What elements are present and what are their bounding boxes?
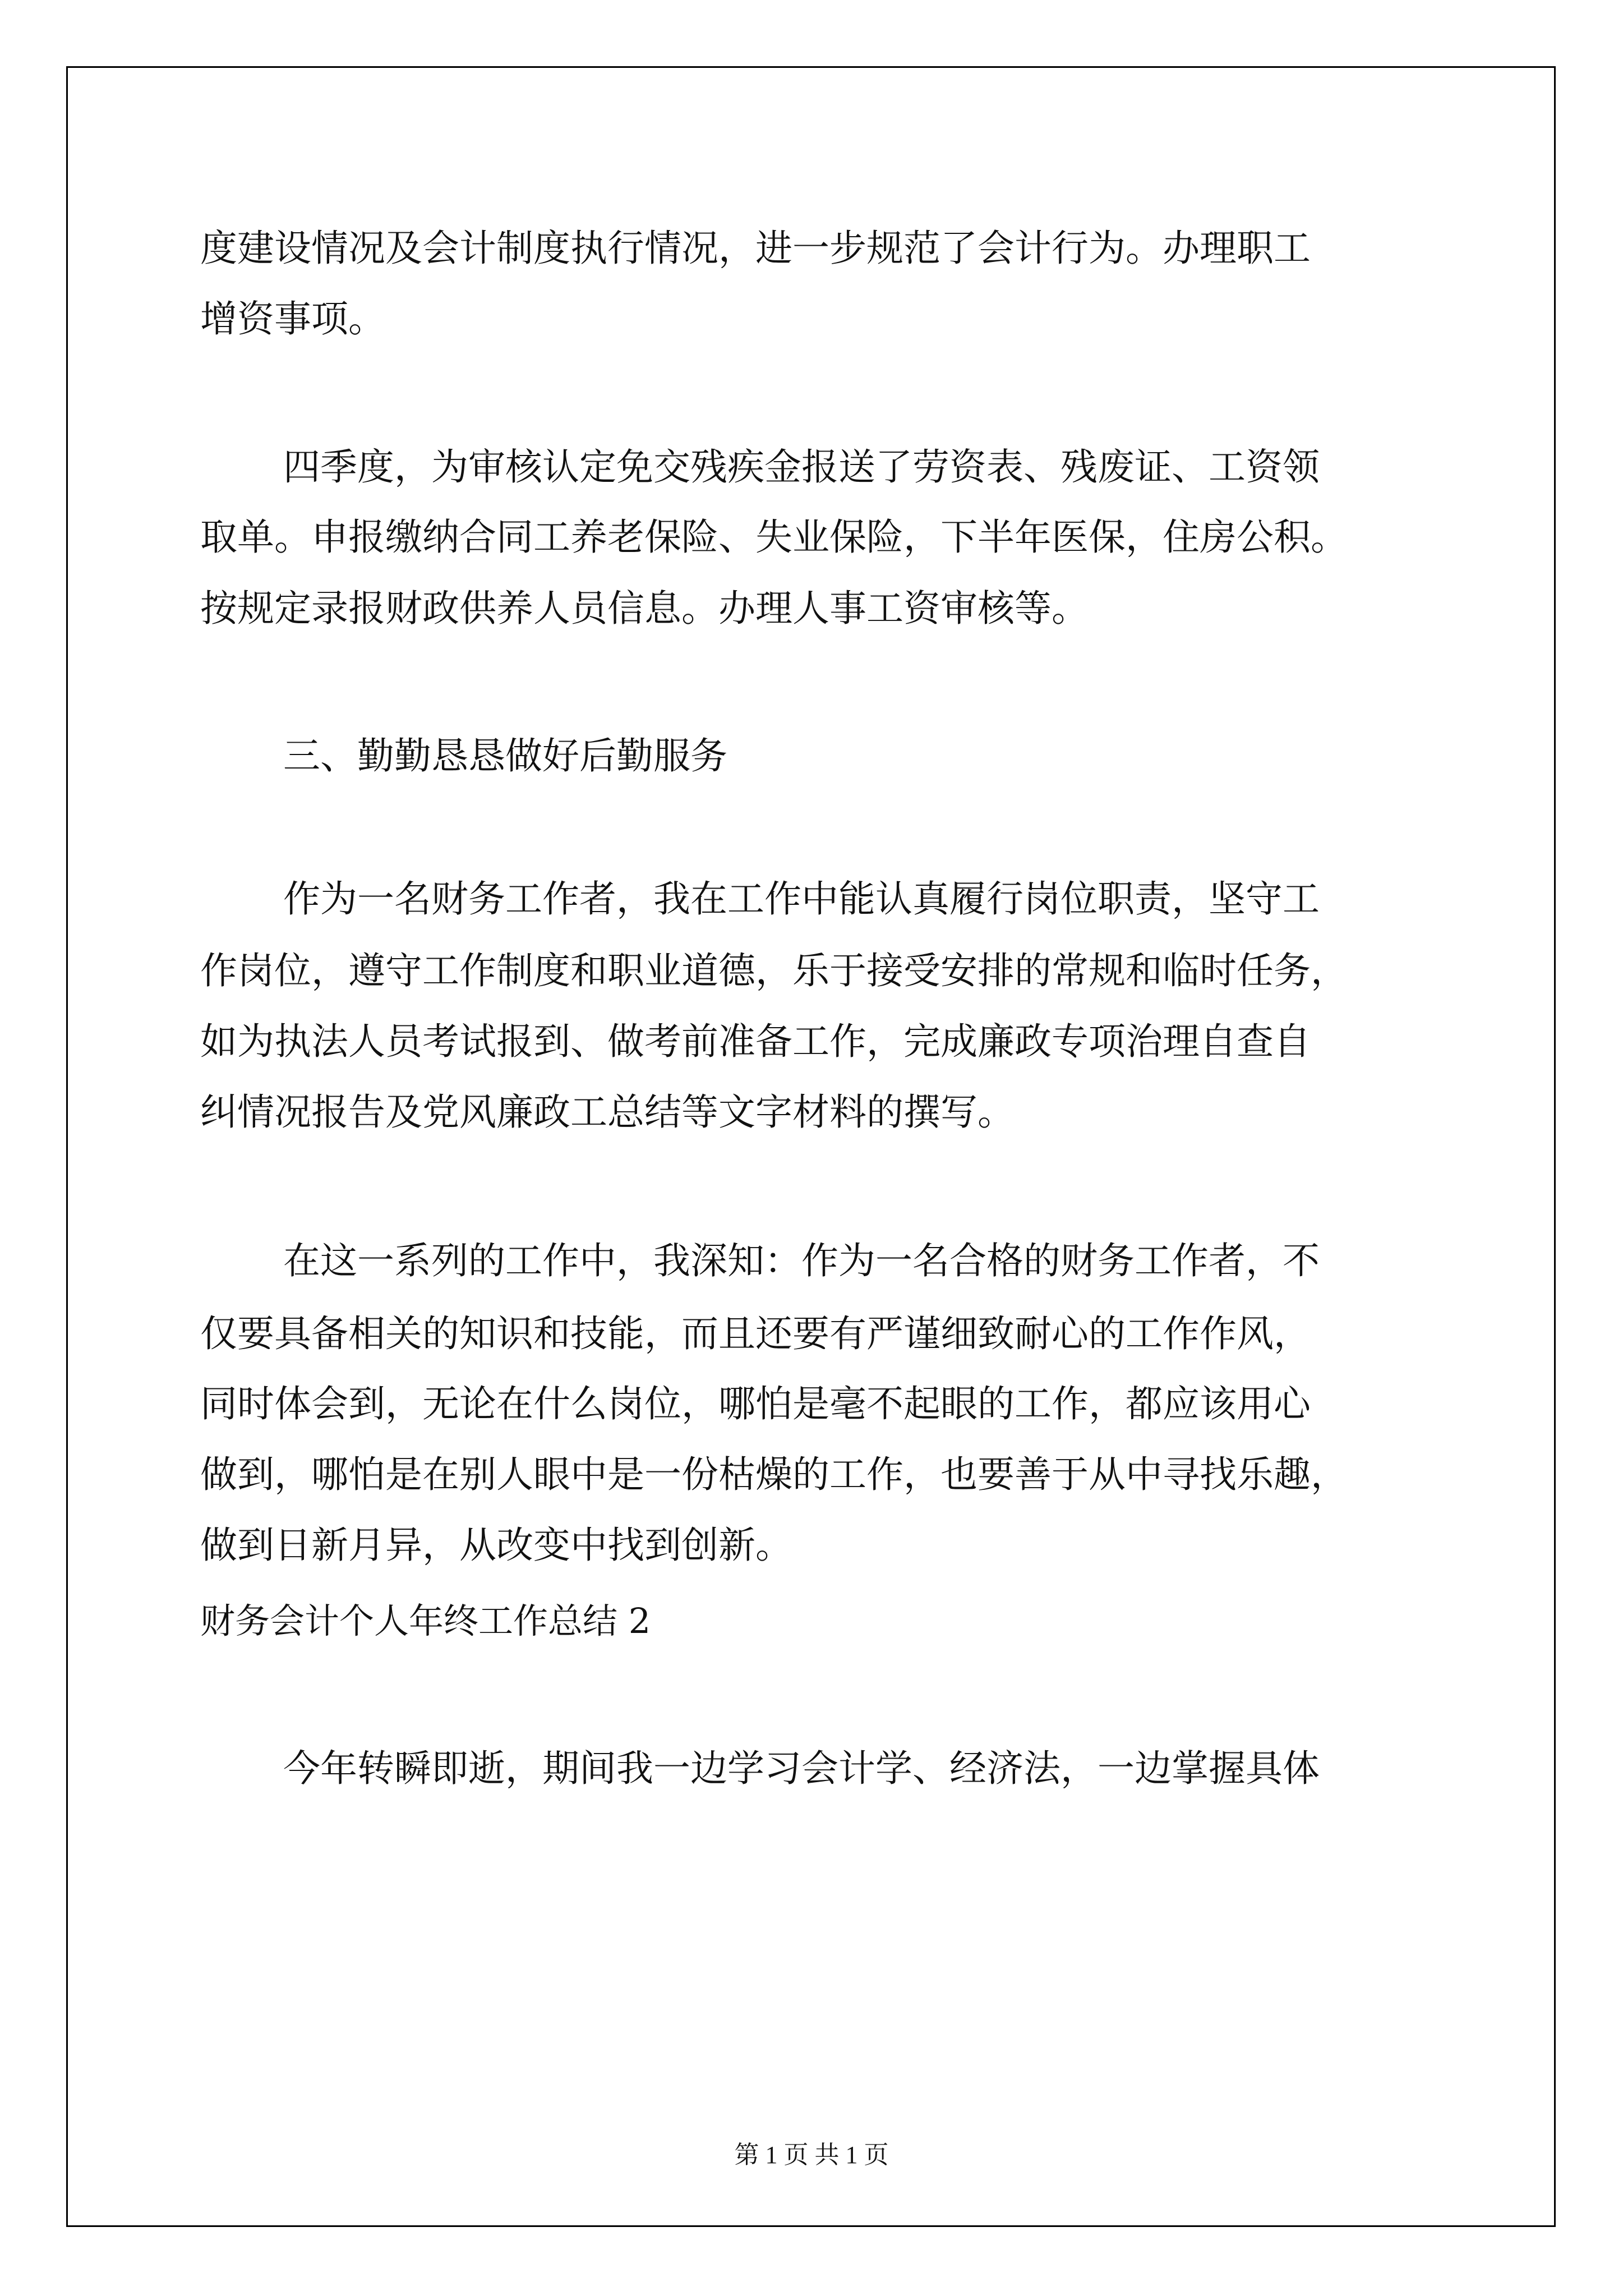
page-border — [66, 66, 1556, 2227]
body-text-line: 今年转瞬即逝，期间我一边学习会计学、经济法，一边掌握具体 — [283, 1747, 1320, 1790]
body-text-line: 取单。申报缴纳合同工养老保险、失业保险，下半年医保，住房公积。 — [200, 516, 1348, 559]
body-text-line: 做到，哪怕是在别人眼中是一份枯燥的工作，也要善于从中寻找乐趣， — [200, 1453, 1348, 1496]
body-text-line: 度建设情况及会计制度执行情况，进一步规范了会计行为。办理职工 — [200, 227, 1311, 270]
body-text-line: 仅要具备相关的知识和技能，而且还要有严谨细致耐心的工作作风， — [200, 1312, 1311, 1355]
body-text-line: 如为执法人员考试报到、做考前准备工作，完成廉政专项治理自查自 — [200, 1020, 1311, 1063]
body-text-line: 作岗位，遵守工作制度和职业道德，乐于接受安排的常规和临时任务， — [200, 949, 1348, 992]
document-title: 财务会计个人年终工作总结 2 — [200, 1600, 651, 1641]
body-text-line: 作为一名财务工作者，我在工作中能认真履行岗位职责，坚守工 — [283, 877, 1320, 921]
body-text-line: 增资事项。 — [200, 297, 385, 341]
body-text-line: 同时体会到，无论在什么岗位，哪怕是毫不起眼的工作，都应该用心 — [200, 1382, 1311, 1425]
page-footer: 第 1 页 共 1 页 — [734, 2141, 889, 2169]
body-text-line: 纠情况报告及党风廉政工总结等文字材料的撰写。 — [200, 1091, 1015, 1134]
body-text-line: 做到日新月异，从改变中找到创新。 — [200, 1524, 792, 1567]
section-heading: 三、勤勤恳恳做好后勤服务 — [283, 734, 727, 777]
body-text-line: 按规定录报财政供养人员信息。办理人事工资审核等。 — [200, 587, 1089, 630]
body-text-line: 四季度，为审核认定免交残疾金报送了劳资表、残废证、工资领 — [283, 445, 1320, 489]
body-text-line: 在这一系列的工作中，我深知：作为一名合格的财务工作者，不 — [283, 1239, 1320, 1282]
